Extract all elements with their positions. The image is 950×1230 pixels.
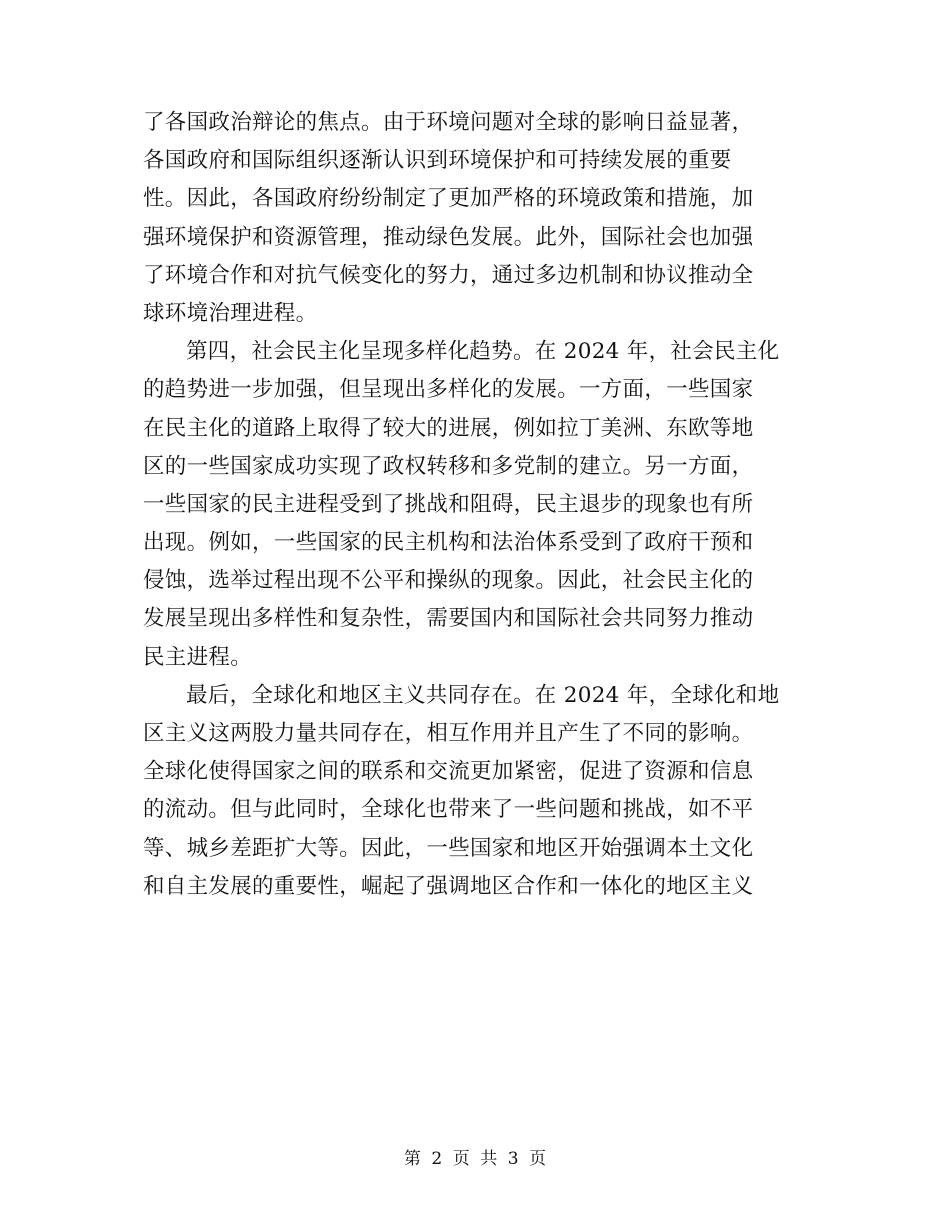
text-line: 的流动。但与此同时，全球化也带来了一些问题和挑战，如不平 — [143, 797, 754, 823]
text-line: 的趋势进一步加强，但呈现出多样化的发展。一方面，一些国家 — [143, 377, 754, 403]
text-line: 区主义这两股力量共同存在，相互作用并且产生了不同的影响。 — [143, 721, 754, 746]
text-line: 和自主发展的重要性，崛起了强调地区合作和一体化的地区主义 — [143, 873, 754, 899]
text-line: 性。因此，各国政府纷纷制定了更加严格的环境政策和措施，加 — [143, 186, 754, 212]
text-line: 第四，社会民主化呈现多样化趋势。在 2024 年，社会民主化 — [186, 339, 780, 365]
paragraph-democratization — [143, 333, 809, 677]
text-line: 等、城乡差距扩大等。因此，一些国家和地区开始强调本土文化 — [143, 835, 754, 861]
text-line: 最后，全球化和地区主义共同存在。在 2024 年，全球化和地 — [186, 682, 780, 708]
text-line: 了各国政治辩论的焦点。由于环境问题对全球的影响日益显著， — [143, 110, 754, 135]
text-line: 发展呈现出多样性和复杂性，需要国内和国际社会共同努力推动 — [143, 606, 754, 632]
paragraph-globalization — [143, 677, 809, 906]
text-line: 在民主化的道路上取得了较大的进展，例如拉丁美洲、东欧等地 — [143, 415, 754, 441]
text-line: 全球化使得国家之间的联系和交流更加紧密，促进了资源和信息 — [143, 759, 754, 785]
paragraph-environment — [143, 104, 809, 333]
text-line: 球环境治理进程。 — [143, 300, 318, 326]
text-line: 各国政府和国际组织逐渐认识到环境保护和可持续发展的重要 — [143, 148, 732, 174]
text-line: 强环境保护和资源管理，推动绿色发展。此外，国际社会也加强 — [143, 224, 754, 250]
document-body — [143, 104, 809, 906]
text-line: 出现。例如，一些国家的民主机构和法治体系受到了政府干预和 — [143, 530, 754, 556]
text-line: 侵蚀，选举过程出现不公平和操纵的现象。因此，社会民主化的 — [143, 568, 754, 594]
page-number-footer: 第 2 页 共 3 页 — [403, 1149, 547, 1169]
text-line: 了环境合作和对抗气候变化的努力，通过多边机制和协议推动全 — [143, 262, 754, 288]
text-line: 民主进程。 — [143, 644, 253, 670]
text-line: 区的一些国家成功实现了政权转移和多党制的建立。另一方面， — [143, 453, 754, 479]
text-line: 一些国家的民主进程受到了挑战和阻碍，民主退步的现象也有所 — [143, 491, 754, 517]
